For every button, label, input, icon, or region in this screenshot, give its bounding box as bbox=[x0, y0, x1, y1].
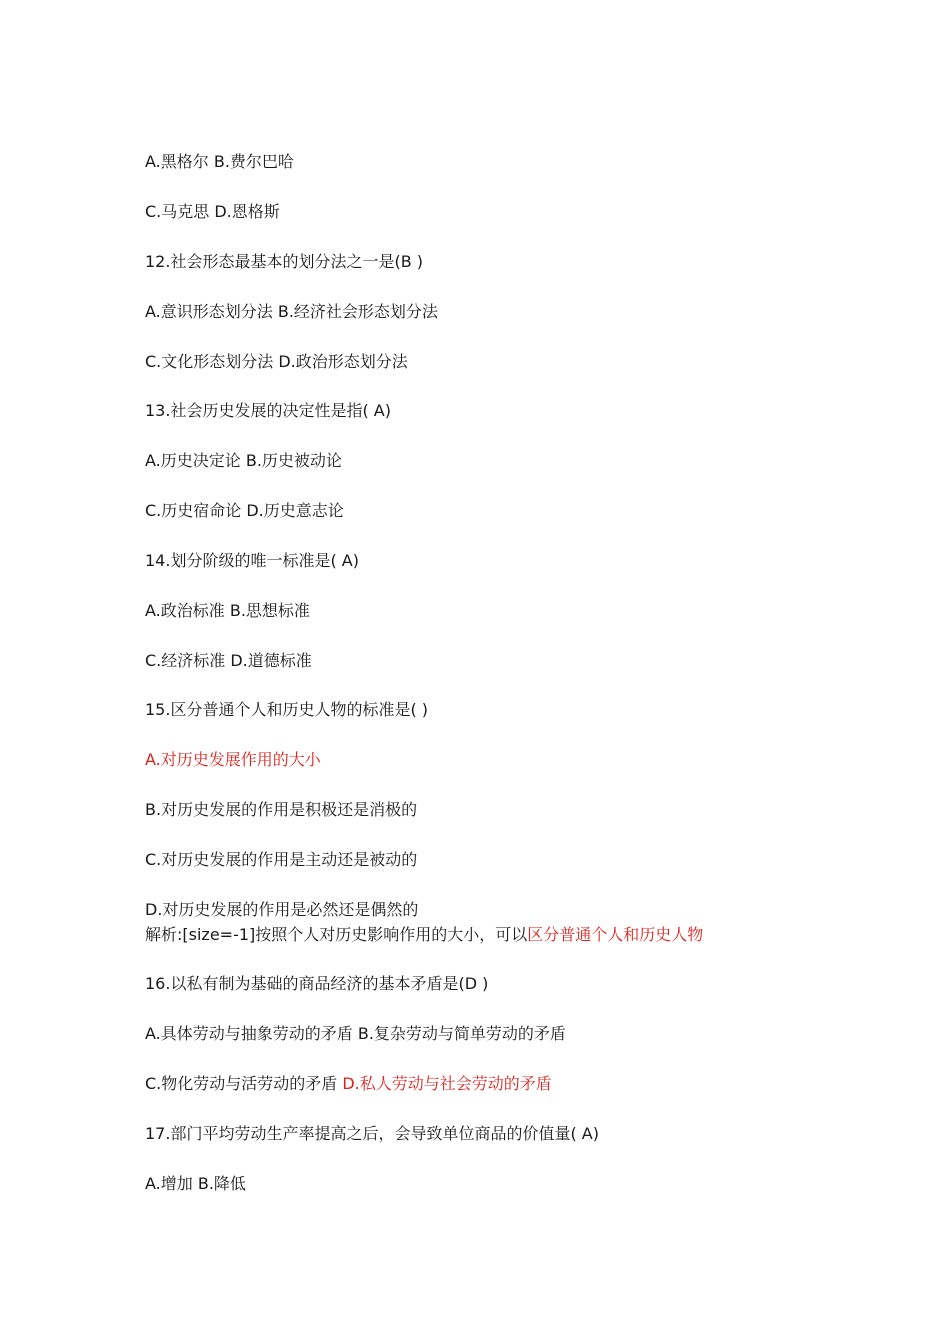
question-14: 14.划分阶级的唯一标准是( A) bbox=[145, 551, 359, 570]
text-line: A.具体劳动与抽象劳动的矛盾 B.复杂劳动与简单劳动的矛盾 bbox=[145, 1024, 566, 1043]
question-13: 13.社会历史发展的决定性是指( A) bbox=[145, 401, 391, 420]
question-17: 17.部门平均劳动生产率提高之后，会导致单位商品的价值量( A) bbox=[145, 1124, 599, 1143]
answer-highlight: D.私人劳动与社会劳动的矛盾 bbox=[342, 1074, 552, 1093]
text-line bbox=[145, 1074, 552, 1094]
text-line: C.经济标准 D.道德标准 bbox=[145, 651, 312, 670]
analysis-text: 解析:[size=-1]按照个人对历史影响作用的大小，可以 bbox=[145, 925, 528, 944]
analysis-highlight: 区分普通个人和历史人物 bbox=[527, 925, 704, 944]
option-text: C.物化劳动与活劳动的矛盾 bbox=[145, 1074, 343, 1093]
text-line: C.文化形态划分法 D.政治形态划分法 bbox=[145, 352, 408, 371]
text-line: C.对历史发展的作用是主动还是被动的 bbox=[145, 850, 418, 869]
text-line: A.历史决定论 B.历史被动论 bbox=[145, 451, 342, 470]
question-15: 15.区分普通个人和历史人物的标准是( ) bbox=[145, 700, 429, 719]
text-line: A.增加 B.降低 bbox=[145, 1174, 246, 1193]
text-line: A.意识形态划分法 B.经济社会形态划分法 bbox=[145, 302, 438, 321]
analysis-line bbox=[145, 925, 703, 945]
text-line: C.马克思 D.恩格斯 bbox=[145, 202, 280, 221]
text-line: D.对历史发展的作用是必然还是偶然的 bbox=[145, 900, 419, 919]
question-12: 12.社会形态最基本的划分法之一是(B ) bbox=[145, 252, 423, 271]
text-line: A.政治标准 B.思想标准 bbox=[145, 601, 310, 620]
question-16: 16.以私有制为基础的商品经济的基本矛盾是(D ) bbox=[145, 974, 489, 993]
text-line: B.对历史发展的作用是积极还是消极的 bbox=[145, 800, 418, 819]
answer-highlight: A.对历史发展作用的大小 bbox=[145, 750, 321, 769]
text-line: A.黑格尔 B.费尔巴哈 bbox=[145, 152, 294, 171]
text-line: C.历史宿命论 D.历史意志论 bbox=[145, 501, 344, 520]
